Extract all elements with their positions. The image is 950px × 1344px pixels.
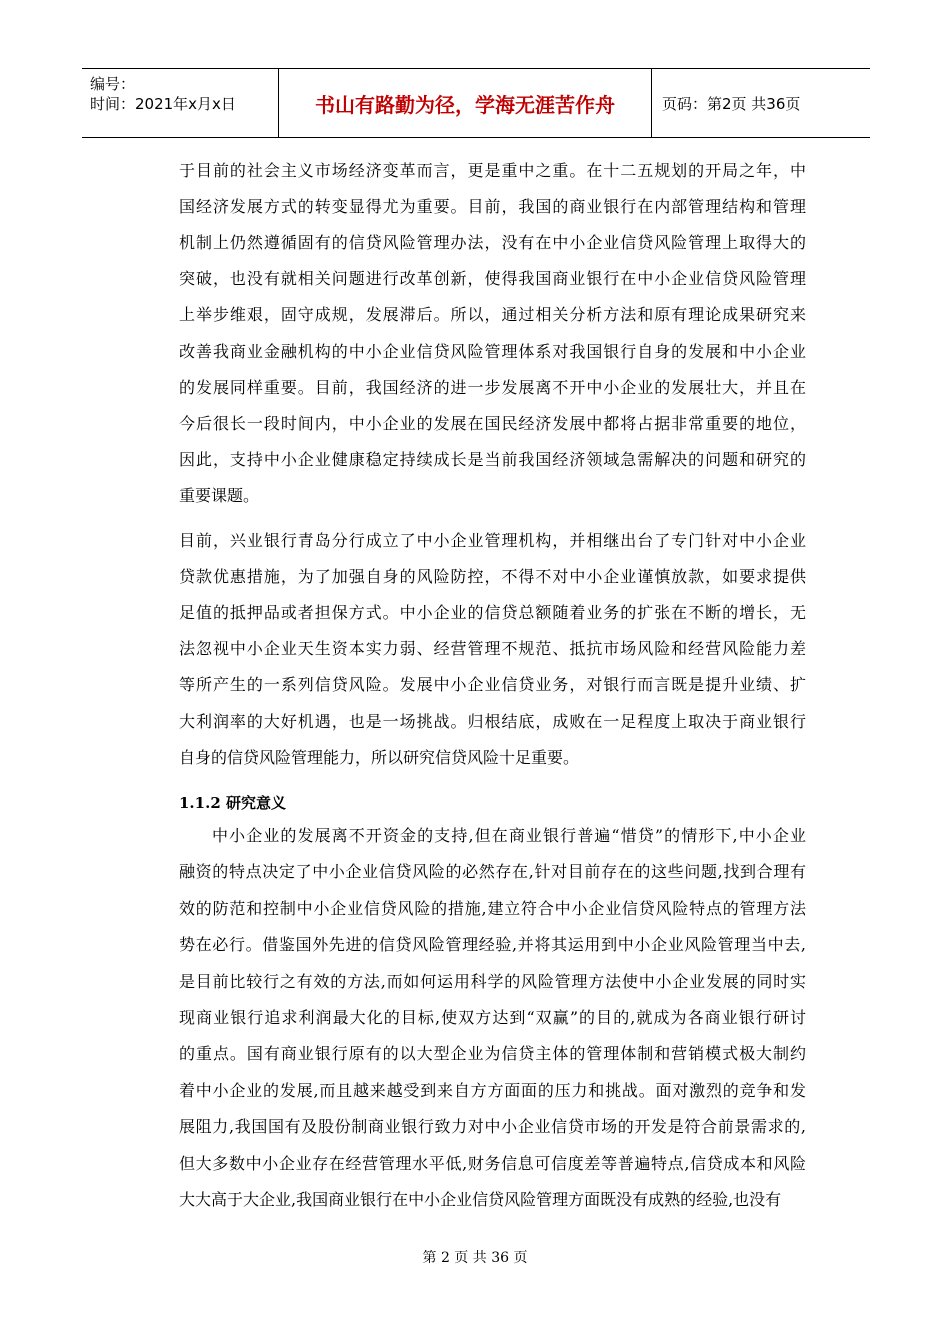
document-header — [82, 68, 870, 138]
paragraph3-line: 大大高于大企业,我国商业银行在中小企业信贷风险管理方面既没有成熟的经验,也没有 — [179, 1190, 782, 1209]
header-motto: 书山有路勤为径，学海无涯苦作舟 — [279, 69, 652, 137]
paragraph3-line: 展阻力,我国国有及股份制商业银行致力对中小企业信贷市场的开发是符合前景需求的, — [179, 1117, 806, 1137]
paragraph2-line: 大利润率的大好机遇，也是一场挑战。归根结底，成败在一足程度上取决于商业银行 — [179, 711, 806, 731]
paragraph2-line: 目前，兴业银行青岛分行成立了中小企业管理机构，并相继出台了专门针对中小企业 — [179, 531, 806, 550]
paragraph1-line: 今后很长一段时间内，中小企业的发展在国民经济发展中都将占据非常重要的地位， — [179, 413, 806, 433]
paragraph2-line: 等所产生的一系列信贷风险。发展中小企业信贷业务，对银行而言既是提升业绩、扩 — [179, 675, 806, 695]
paragraph3-line: 现商业银行追求利润最大化的目标,使双方达到“双赢”的目的,就成为各商业银行研讨 — [179, 1008, 806, 1027]
paragraph1-line: 于目前的社会主义市场经济变革而言，更是重中之重。在十二五规划的开局之年，中 — [179, 161, 806, 180]
paragraph3-line: 但大多数中小企业存在经营管理水平低,财务信息可信度差等普遍特点,信贷成本和风险 — [179, 1153, 806, 1173]
paragraph1-line: 上举步维艰，固守成规，发展滞后。所以，通过相关分析方法和原有理论成果研究来 — [179, 305, 806, 325]
serial-label: 编号： — [90, 75, 136, 93]
paragraph1-line: 因此，支持中小企业健康稳定持续成长是当前我国经济领域急需解决的问题和研究的 — [179, 449, 806, 469]
time-label: 时间：2021年x月x日 — [90, 95, 236, 113]
paragraph2-line: 足值的抵押品或者担保方式。中小企业的信贷总额随着业务的扩张在不断的增长，无 — [179, 603, 806, 623]
header-page-info: 页码：第2页 共36页 — [662, 94, 801, 113]
paragraph1-line: 突破，也没有就相关问题进行改革创新，使得我国商业银行在中小企业信贷风险管理 — [179, 269, 806, 289]
paragraph2-line: 法忽视中小企业天生资本实力弱、经营管理不规范、抵抗市场风险和经营风险能力差 — [179, 639, 806, 659]
paragraph2-line: 贷款优惠措施，为了加强自身的风险防控，不得不对中小企业谨慎放款，如要求提供 — [179, 567, 806, 587]
paragraph3-line: 是目前比较行之有效的方法,而如何运用科学的风险管理方法使中小企业发展的同时实 — [179, 971, 806, 991]
paragraph3-line: 中小企业的发展离不开资金的支持,但在商业银行普遍“惜贷”的情形下,中小企业 — [212, 826, 806, 845]
section-heading: 1.1.2 研究意义 — [179, 794, 286, 812]
paragraph3-line: 效的防范和控制中小企业信贷风险的措施,建立符合中小企业信贷风险特点的管理方法 — [179, 898, 806, 918]
paragraph3-line: 的重点。国有商业银行原有的以大型企业为信贷主体的管理体制和营销模式极大制约 — [179, 1044, 806, 1064]
paragraph1-line: 的发展同样重要。目前，我国经济的进一步发展离不开中小企业的发展壮大，并且在 — [179, 377, 806, 397]
paragraph1-line: 国经济发展方式的转变显得尤为重要。目前，我国的商业银行在内部管理结构和管理 — [179, 197, 806, 217]
paragraph3-line: 融资的特点决定了中小企业信贷风险的必然存在,针对目前存在的这些问题,找到合理有 — [179, 862, 806, 882]
header-meta-cell — [82, 69, 279, 137]
paragraph3-line: 着中小企业的发展,而且越来越受到来自方方面面的压力和挑战。面对激烈的竞争和发 — [179, 1080, 806, 1100]
paragraph1-line: 重要课题。 — [179, 485, 260, 505]
paragraph1-line: 机制上仍然遵循固有的信贷风险管理办法，没有在中小企业信贷风险管理上取得大的 — [179, 233, 806, 253]
paragraph2-line: 自身的信贷风险管理能力，所以研究信贷风险十足重要。 — [179, 747, 580, 767]
paragraph3-line: 势在必行。借鉴国外先进的信贷风险管理经验,并将其运用到中小企业风险管理当中去, — [179, 935, 806, 955]
paragraph1-line: 改善我商业金融机构的中小企业信贷风险管理体系对我国银行自身的发展和中小企业 — [179, 341, 806, 361]
page-footer: 第 2 页 共 36 页 — [422, 1250, 528, 1266]
